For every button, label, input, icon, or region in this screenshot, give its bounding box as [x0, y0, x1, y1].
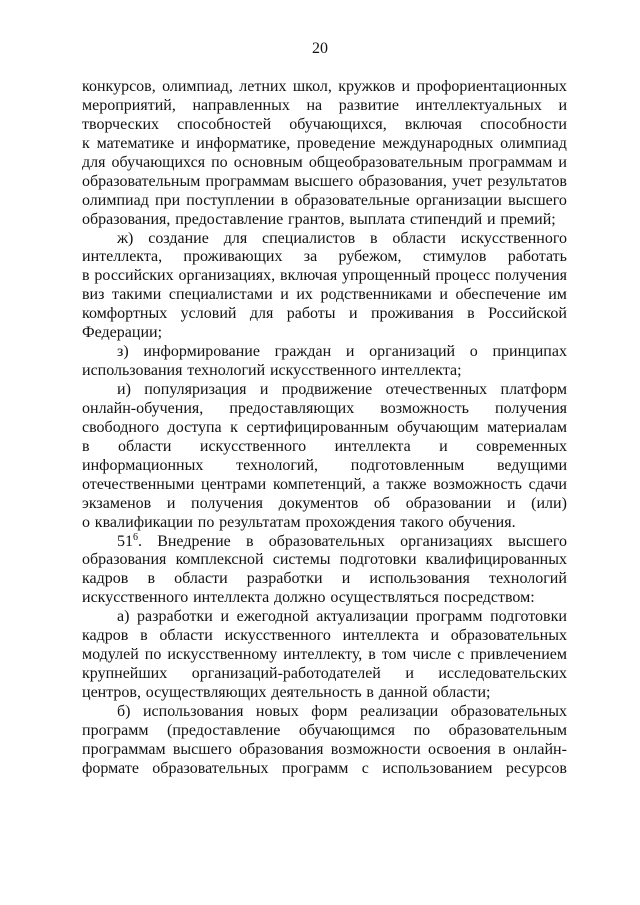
word: российских	[94, 267, 174, 285]
word: популяризация	[144, 381, 247, 398]
word: сдачи	[528, 475, 567, 493]
text-line	[82, 211, 567, 230]
word: проживающих	[183, 248, 283, 266]
word: летних	[239, 78, 287, 95]
word: новых	[255, 702, 299, 720]
text-line	[82, 362, 567, 381]
text-line	[82, 495, 567, 514]
word: и	[405, 665, 414, 683]
word: искусственного	[460, 229, 567, 247]
text-line	[82, 419, 567, 438]
word: работать	[507, 248, 567, 266]
word: и	[430, 627, 440, 645]
word: области	[159, 627, 213, 645]
word: олимпиад	[82, 191, 149, 209]
text-line	[82, 230, 567, 249]
word: и	[348, 305, 358, 323]
word: использования	[82, 362, 183, 380]
text-line	[82, 78, 567, 97]
text-line	[82, 324, 567, 343]
word: технологий	[187, 362, 266, 380]
word: условий	[180, 305, 237, 323]
word: ежегодной	[236, 608, 309, 626]
text-line	[82, 400, 567, 419]
word: обучающихся,	[289, 115, 387, 133]
word: интеллекта;	[381, 362, 462, 380]
word: исследовательских	[438, 665, 567, 683]
word: рубежом,	[338, 248, 402, 266]
word: за	[303, 248, 318, 266]
word: в	[368, 646, 376, 664]
word: материалам	[487, 418, 567, 436]
word: использования	[142, 702, 244, 720]
word: граждан	[274, 343, 332, 361]
word: высшего	[172, 740, 232, 758]
text-line	[82, 703, 567, 722]
word: и	[180, 134, 190, 152]
word: форм	[311, 702, 348, 720]
word: упрощенный	[342, 267, 431, 285]
word: комплексной	[175, 551, 264, 569]
word: прохождения	[305, 513, 396, 531]
word: и	[345, 343, 355, 361]
word: экзаменов	[82, 494, 152, 512]
word: в	[467, 305, 475, 323]
word: программам	[468, 153, 553, 171]
word: принципах	[492, 343, 567, 361]
word: свободного	[82, 418, 160, 436]
word: включая	[280, 267, 338, 285]
word: результатам	[219, 513, 301, 531]
text-line	[82, 97, 567, 116]
word: использованием	[382, 759, 493, 777]
word: образования,	[358, 172, 447, 190]
word: и	[439, 286, 448, 304]
word: общеобразовательным	[308, 153, 463, 171]
word: интеллекта	[193, 589, 270, 607]
word: и	[280, 286, 289, 304]
word: системы	[272, 551, 331, 569]
word: программам	[82, 740, 166, 758]
word: центров,	[82, 684, 141, 701]
word: получения	[495, 399, 567, 417]
word: им	[548, 286, 567, 304]
word: результатов	[487, 172, 567, 190]
word: информационных	[82, 456, 204, 474]
word: реализации	[360, 702, 439, 720]
word: развитие	[338, 96, 399, 114]
word: высшего	[507, 191, 567, 209]
word: возможности	[330, 740, 421, 758]
word: и)	[117, 381, 131, 398]
word: способностей	[177, 115, 272, 133]
word: образовательные	[294, 191, 410, 209]
word: включая	[404, 115, 462, 133]
word: интеллекта	[342, 627, 419, 645]
word: интеллекту,	[283, 646, 363, 664]
word: математике	[96, 134, 175, 152]
word: проживания	[370, 305, 454, 323]
word: по	[197, 513, 215, 531]
word: возможность	[380, 399, 469, 417]
word: освоения	[428, 740, 491, 758]
word: высшего	[507, 532, 567, 550]
word: области	[174, 570, 228, 588]
text-line	[82, 684, 567, 703]
word: области	[117, 437, 172, 455]
word: о	[469, 343, 478, 361]
word: технологий,	[236, 456, 319, 474]
word: а	[372, 475, 380, 493]
word: школ,	[292, 78, 332, 95]
word: информирование	[143, 343, 260, 361]
word: их	[296, 286, 313, 304]
word: квалификации	[94, 513, 193, 531]
text-line	[82, 589, 567, 608]
word: квалифицированных	[425, 551, 567, 569]
word: разработки	[246, 570, 323, 588]
word: кадров	[82, 627, 129, 645]
word: программам	[205, 172, 290, 190]
word: искусственного	[269, 362, 377, 380]
word: образовательным	[448, 721, 567, 739]
word: о	[82, 513, 90, 531]
word: современных	[476, 437, 567, 455]
word: и	[166, 494, 176, 512]
word: числе	[412, 646, 452, 664]
word: предоставляющих	[229, 399, 355, 417]
word: и	[341, 570, 351, 588]
word: при	[155, 191, 181, 209]
word: подготовки	[490, 608, 567, 626]
word: предоставление	[175, 210, 284, 228]
word: такого	[400, 513, 444, 531]
word: платформ	[500, 381, 567, 398]
word: с	[361, 759, 369, 777]
word: отечественных	[385, 381, 488, 398]
word: виз	[82, 286, 105, 304]
word: интеллектуальных	[415, 96, 542, 114]
word: обеспечение	[455, 286, 541, 304]
text-line	[82, 286, 567, 305]
word: образовании	[405, 494, 492, 512]
word: программ	[82, 721, 149, 739]
text-line	[82, 646, 567, 665]
word: комфортных	[82, 305, 168, 323]
word: мероприятий,	[82, 96, 176, 114]
word: стимулов	[422, 248, 487, 266]
word: и	[220, 608, 229, 626]
word: специалистами	[168, 286, 273, 304]
word: отечественными	[82, 475, 195, 493]
text-line	[82, 267, 567, 286]
word: по	[413, 721, 431, 739]
word: с	[457, 646, 465, 664]
word: интеллекта	[334, 437, 411, 455]
text-line	[82, 722, 567, 741]
word: сертифицированным	[246, 418, 389, 436]
word: продвижение	[281, 381, 373, 398]
word: грантов,	[288, 210, 345, 228]
word: направленных	[192, 96, 290, 114]
word: образовательным	[82, 172, 201, 190]
word: профориентационных	[416, 78, 567, 95]
word: образовательных	[268, 532, 385, 550]
word: обучающихся	[111, 153, 206, 171]
text-line	[82, 305, 567, 324]
text-line	[82, 154, 567, 173]
word: процесс	[435, 267, 491, 285]
word: работы	[286, 305, 336, 323]
word: в	[280, 191, 289, 209]
text-line	[82, 665, 567, 684]
word: и	[506, 494, 516, 512]
text-line	[82, 533, 567, 552]
word: деятельность	[271, 684, 362, 701]
text-line	[82, 438, 567, 457]
word: к	[230, 418, 238, 436]
word: творческих	[82, 115, 160, 133]
word: документов	[278, 494, 359, 512]
word: в	[147, 570, 156, 588]
word: компетенций,	[272, 475, 366, 493]
word: такими	[112, 286, 162, 304]
word: и	[439, 437, 448, 455]
word: формате	[82, 759, 139, 777]
text-line	[82, 551, 567, 570]
word: получения	[191, 494, 264, 512]
text-line	[82, 457, 567, 476]
word: премий;	[500, 210, 556, 228]
word: а)	[117, 608, 130, 626]
text-line	[82, 627, 567, 646]
word: области;	[432, 684, 491, 701]
text-line	[82, 116, 567, 135]
word: программ	[415, 608, 483, 626]
word: искусственного	[199, 437, 307, 455]
word: подготовки	[339, 551, 417, 569]
word: международных	[382, 134, 494, 152]
word: по	[211, 153, 228, 171]
word: в	[366, 684, 374, 701]
word: об	[373, 494, 391, 512]
word: доступа	[167, 418, 222, 436]
word: кадров	[82, 570, 129, 588]
text-line	[82, 381, 567, 400]
word: образования	[239, 740, 324, 758]
word: технологий	[489, 570, 567, 588]
word: основным	[233, 153, 303, 171]
word: онлайн-обучения,	[82, 399, 204, 417]
word: модулей	[82, 646, 139, 664]
word: проведение	[297, 134, 376, 152]
word: ресурсов	[505, 759, 567, 777]
word: Российской	[488, 305, 567, 323]
word: организаций-работодателей	[191, 665, 381, 683]
word: в	[140, 627, 148, 645]
word: том	[381, 646, 407, 664]
word: к	[82, 134, 90, 152]
word: (предоставление	[167, 721, 281, 739]
word: олимпиад	[500, 134, 567, 152]
word: образовательных	[450, 627, 567, 645]
document-body	[82, 78, 567, 779]
word: стипендий	[410, 210, 483, 228]
word: осуществляющих	[145, 684, 267, 701]
word: для	[249, 305, 274, 323]
word: искусственному	[167, 646, 278, 664]
word: в	[82, 267, 90, 285]
text-line	[82, 173, 567, 192]
word: искусственного	[82, 589, 189, 607]
word: Внедрение	[157, 532, 231, 550]
text-line	[82, 135, 567, 154]
word: получения	[495, 267, 567, 285]
word: актуализации	[316, 608, 409, 626]
word: возможность	[433, 475, 522, 493]
word: искусственного	[224, 627, 331, 645]
word: в	[369, 229, 378, 247]
word: области	[392, 229, 446, 247]
word: для	[223, 229, 248, 247]
text-line	[82, 248, 567, 267]
word: образовательных	[450, 702, 567, 720]
word: образовательных	[152, 759, 269, 777]
word: выплата	[349, 210, 406, 228]
word: организациях,	[178, 267, 276, 285]
word: и	[558, 96, 567, 114]
word: организациях	[400, 532, 493, 550]
word: б)	[117, 702, 131, 720]
word: и	[259, 381, 269, 398]
word: образования,	[82, 210, 171, 228]
word: родственниками	[320, 286, 432, 304]
word: в	[82, 437, 90, 455]
word: в	[498, 740, 506, 758]
word: на	[306, 96, 323, 114]
word: должно	[274, 589, 326, 607]
text-line	[82, 608, 567, 627]
word: ведущими	[496, 456, 567, 474]
word: и	[401, 78, 411, 95]
word: олимпиад,	[162, 78, 233, 95]
word: и	[558, 153, 567, 171]
text-line	[82, 476, 567, 495]
word: использования	[369, 570, 470, 588]
word: ж)	[117, 229, 134, 247]
word: привлечением	[470, 646, 567, 664]
word: Федерации;	[82, 324, 163, 342]
word: по	[144, 646, 162, 664]
word: и	[486, 210, 496, 228]
word: з)	[117, 343, 129, 361]
word: программ	[281, 759, 349, 777]
word: центрами	[201, 475, 267, 493]
word: учет	[452, 172, 483, 190]
word: конкурсов,	[82, 78, 156, 95]
word: интеллекта,	[82, 248, 163, 266]
word: $51^6$.	[117, 531, 142, 550]
word: специалистов	[262, 229, 356, 247]
word: обучающимся	[298, 721, 396, 739]
word: организации	[415, 191, 502, 209]
word: способности	[480, 115, 567, 133]
word: данной	[378, 684, 428, 701]
word: поступлении	[186, 191, 275, 209]
word: создание	[148, 229, 209, 247]
word: обучения.	[448, 513, 516, 531]
word: подготовленным	[350, 456, 465, 474]
word: информатике,	[196, 134, 291, 152]
word: образования	[82, 551, 167, 569]
word: в	[245, 532, 254, 550]
text-line	[82, 760, 567, 779]
word: организаций	[369, 343, 456, 361]
word: (или)	[531, 494, 567, 512]
word: обучающим	[397, 418, 479, 436]
word: разработки	[137, 608, 213, 626]
word: посредством:	[443, 589, 535, 607]
word: онлайн-	[512, 740, 567, 758]
word: для	[82, 153, 106, 171]
text-line	[82, 192, 567, 211]
word: кружков	[338, 78, 396, 95]
text-line	[82, 741, 567, 760]
text-line	[82, 343, 567, 362]
word: осуществляться	[330, 589, 439, 607]
word: высшего	[294, 172, 354, 190]
word: крупнейших	[82, 665, 168, 683]
page-number: 20	[312, 40, 328, 57]
text-line	[82, 514, 567, 533]
text-line	[82, 570, 567, 589]
word: также	[386, 475, 427, 493]
